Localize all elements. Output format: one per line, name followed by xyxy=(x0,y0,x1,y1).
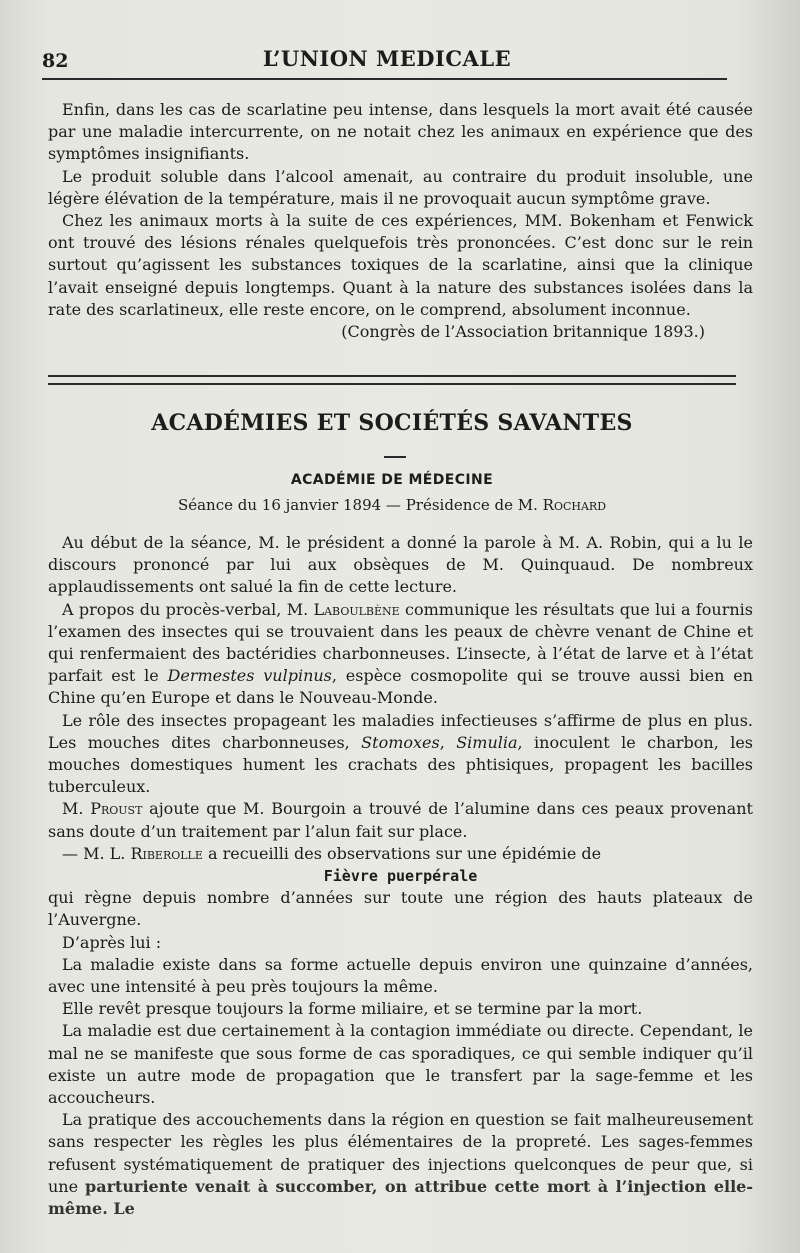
title-dash xyxy=(384,456,406,458)
paragraph-pratique: La pratique des accouchements dans la région en question se fait malheureusement sans respecter les règles les plus élémentaires de la propreté. Les sages-femmes refusent systématiquement de pratiquer des injections quelconques de peur que, si une parturiente venait à succomber, on attribue cette mort à l’injection elle-même. Le xyxy=(48,1110,753,1219)
running-title: L’UNION MEDICALE xyxy=(262,46,512,71)
paragraph-auvergne: qui règne depuis nombre d’années sur toute une région des hauts plateaux de l’Auvergne. xyxy=(48,888,753,930)
paragraph-miliaire: Elle revêt presque toujours la forme miliaire, et se termine par la mort. xyxy=(62,999,643,1019)
section-title: ACADÉMIES ET SOCIÉTÉS SAVANTES xyxy=(151,410,633,436)
intro-text xyxy=(48,99,753,343)
fever-heading: Fièvre puerpérale xyxy=(323,867,478,886)
intro-paragraph-2: Le produit soluble dans l’alcool amenait, au contraire du produit insoluble, une légère élévation de la température, mais il ne provoquait aucun symptôme grave. xyxy=(48,166,753,208)
name-proust: Proust xyxy=(90,799,143,819)
president-name: Rochard xyxy=(542,496,607,514)
paragraph-proust: M. Proust ajoute que M. Bourgoin a trouvé de l’alumine dans ces peaux provenant sans doute d’un traitement par l’alun fait sur place. xyxy=(48,799,753,841)
proceedings-text xyxy=(48,532,753,1220)
paragraph-riberolle: — M. L. Riberolle a recueilli des observations sur une épidémie de xyxy=(62,843,602,863)
species-name: Dermestes vulpinus xyxy=(167,666,332,686)
session-line xyxy=(48,496,736,514)
citation: (Congrès de l’Association britannique 1893.) xyxy=(341,322,705,342)
paragraph-insects: Le rôle des insectes propageant les maladies infectieuses s’affirme de plus en plus. Les mouches dites charbonneuses, Stomoxes, Simulia, inoculent le charbon, les mouches domestiques hument les crachats des phtisiques, propagent les bacilles tuberculeux. xyxy=(48,710,754,797)
paragraph-apres-lui: D’après lui : xyxy=(62,932,162,952)
page-number: 82 xyxy=(42,50,69,72)
genus-simulia: Simulia xyxy=(456,732,518,752)
paragraph-robin: Au début de la séance, M. le président a donné la parole à M. A. Robin, qui a lu le discours prononcé par lui aux obsèques de M. Quinquaud. De nombreux applaudissements ont salué la fin de cette lecture. xyxy=(48,533,753,597)
name-riberolle: Riberolle xyxy=(130,843,203,863)
paragraph-forme: La maladie existe dans sa forme actuelle depuis environ une quinzaine d’années, avec une intensité à peu près toujours la même. xyxy=(48,954,753,997)
session-text: Séance du 16 janvier 1894 — Présidence de M. xyxy=(177,496,543,514)
genus-stomoxes: Stomoxes xyxy=(361,732,440,752)
header-rule xyxy=(42,78,727,80)
name-laboulbene: Laboulbène xyxy=(313,599,400,619)
section-divider xyxy=(48,375,736,385)
paragraph-laboulbene: A propos du procès-verbal, M. Laboulbène communique les résultats que lui a fournis l’examen des insectes qui se trouvaient dans les peaux de chèvre venant de Chine et qui renfermaient des bactéridies charbonneuses. L’insecte, à l’état de larve et à l’état parfait est le Dermestes vulpinus, espèce cosmopolite qui se trouve aussi bien en Chine qu’en Europe et dans le Nouveau-Monde. xyxy=(48,599,754,708)
subsection-title: ACADÉMIE DE MÉDECINE xyxy=(290,472,494,488)
intro-paragraph-3: Chez les animaux morts à la suite de ces expériences, MM. Bokenham et Fenwick ont trouvé des lésions rénales quelquefois très prononcées. C’est donc sur le rein surtout qu’agissent les substances toxiques de la scarlatine, ainsi que la clinique l’avait enseigné depuis longtemps. Quant à la nature des substances isolées dans la rate des scarlatineux, elle reste encore, on le comprend, absolument inconnue. xyxy=(48,211,753,319)
page-header xyxy=(42,44,732,74)
intro-paragraph-1: Enfin, dans les cas de scarlatine peu intense, dans lesquels la mort avait été causée par une maladie intercurrente, on ne notait chez les animaux en expérience que des symptômes insignifiants. xyxy=(48,100,753,164)
paragraph-contagion: La maladie est due certainement à la contagion immédiate ou directe. Cependant, le mal ne se manifeste que sous forme de cas sporadiques, ce qui semble indiquer qu’il existe un autre mode de propagation que le transfert par la sage-femme et les accoucheurs. xyxy=(48,1021,753,1108)
